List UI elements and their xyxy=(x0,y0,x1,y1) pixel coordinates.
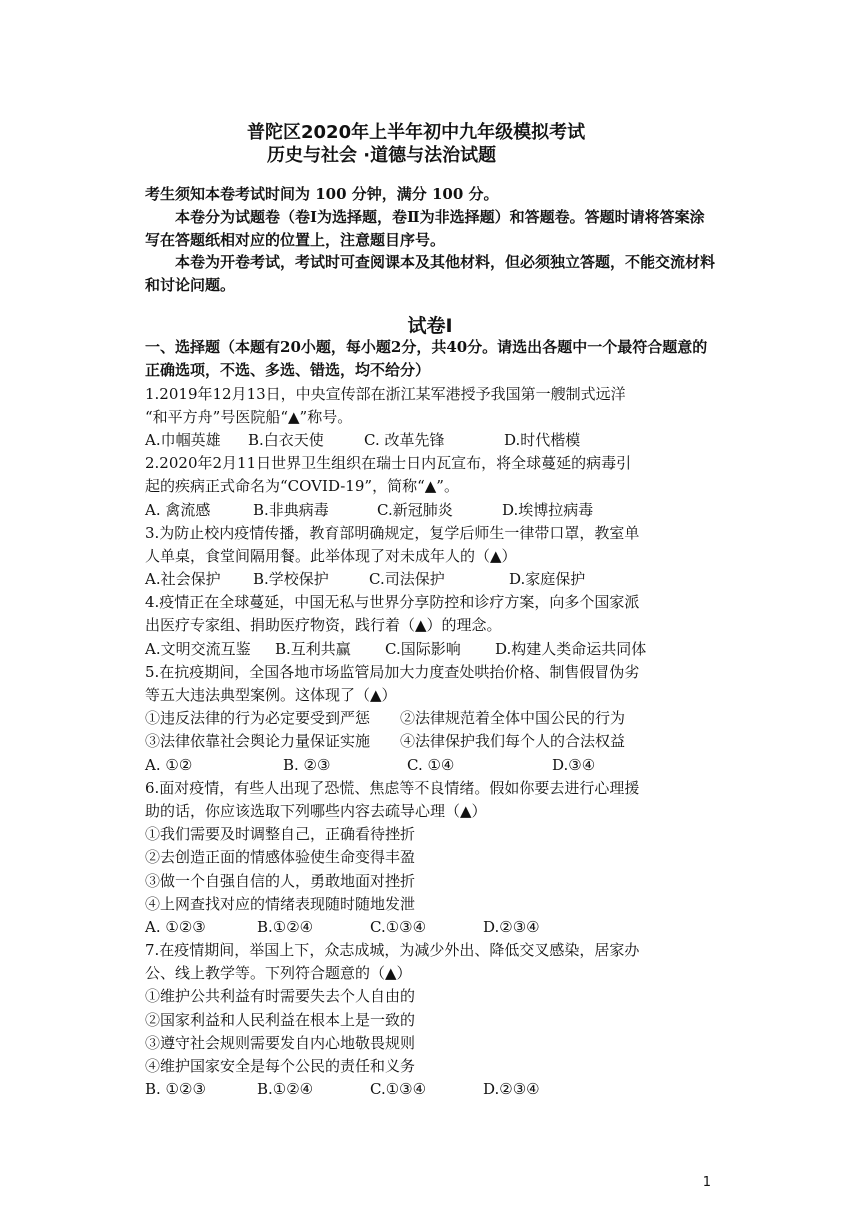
option-c: C. ①④ xyxy=(407,755,455,774)
option-d: D.②③④ xyxy=(483,1080,540,1099)
question-2 xyxy=(145,452,715,522)
option-c: C.司法保护 xyxy=(369,570,445,589)
question-text: 等五大违法典型案例。这体现了（▲） xyxy=(145,686,397,705)
option-c: C.新冠肺炎 xyxy=(377,500,453,519)
exam-title-line2: 历史与社会 ·道德与法治试题 xyxy=(267,145,497,166)
question-list xyxy=(145,313,715,1101)
question-text: 6.面对疫情，有些人出现了恐慌、焦虑等不良情绪。假如你要去进行心理援 xyxy=(145,778,640,797)
option-b: B.白衣天使 xyxy=(248,430,324,449)
option-d: D.②③④ xyxy=(483,917,540,936)
question-text: 7.在疫情期间，举国上下，众志成城，为减少外出、降低交叉感染，居家办 xyxy=(145,941,640,960)
option-a: A.社会保护 xyxy=(145,570,221,589)
option-d: D.构建人类命运共同体 xyxy=(495,639,647,658)
option-a: A.巾帼英雄 xyxy=(145,430,221,449)
section-title: 试卷Ⅰ xyxy=(407,315,453,337)
question-item: ②国家利益和人民利益在根本上是一致的 xyxy=(145,1010,416,1029)
option-b: B.学校保护 xyxy=(253,570,329,589)
question-options xyxy=(145,638,715,661)
question-item: ④上网查找对应的情绪表现随时随地发泄 xyxy=(145,894,416,913)
question-1 xyxy=(145,383,715,453)
option-d: D.埃博拉病毒 xyxy=(502,500,594,519)
exam-notice xyxy=(145,183,715,297)
question-text: 公、线上教学等。下列符合题意的（▲） xyxy=(145,964,412,983)
question-options xyxy=(145,916,715,939)
notice-structure: 本卷分为试题卷（卷Ⅰ为选择题，卷Ⅱ为非选择题）和答题卷。答题时请将答案涂写在答题纸相对应的位置上，注意题目序号。 xyxy=(145,207,705,249)
question-6 xyxy=(145,777,715,939)
question-text: “和平方舟”号医院船“▲”称号。 xyxy=(145,407,353,426)
question-item: ②去创造正面的情感体验使生命变得丰盈 xyxy=(145,848,416,867)
option-c: C.国际影响 xyxy=(385,639,461,658)
question-text: 1.2019年12月13日，中央宣传部在浙江某军港授予我国第一艘制式远洋 xyxy=(145,384,626,403)
option-b: B.①②④ xyxy=(257,917,314,936)
notice-time: 考生须知本卷考试时间为 100 分钟，满分 100 分。 xyxy=(145,185,499,203)
question-item: ①违反法律的行为必定要受到严惩 ②法律规范着全体中国公民的行为 xyxy=(145,709,626,728)
section1-heading: 一、选择题（本题有20小题，每小题2分，共40分。请选出各题中一个最符合题意的正确选项，不选、多选、错选，均不给分） xyxy=(145,338,708,380)
question-text: 助的话，你应该选取下列哪些内容去疏导心理（▲） xyxy=(145,801,487,820)
option-a: A. ①②③ xyxy=(145,917,206,936)
exam-title-line1: 普陀区2020年上半年初中九年级模拟考试 xyxy=(247,122,586,143)
option-b: B.非典病毒 xyxy=(253,500,329,519)
option-b: B.互利共赢 xyxy=(275,639,351,658)
option-a: A.文明交流互鉴 xyxy=(145,639,251,658)
question-3 xyxy=(145,522,715,592)
option-b: B. ②③ xyxy=(283,755,331,774)
question-5 xyxy=(145,661,715,777)
question-text: 4.疫情正在全球蔓延，中国无私与世界分享防控和诊疗方案，向多个国家派 xyxy=(145,593,640,612)
notice-open-book: 本卷为开卷考试，考试时可查阅课本及其他材料，但必须独立答题，不能交流材料和讨论问题。 xyxy=(145,253,716,295)
question-item: ③做一个自强自信的人，勇敢地面对挫折 xyxy=(145,871,416,890)
option-c: C.①③④ xyxy=(370,917,427,936)
question-text: 出医疗专家组、捐助医疗物资，践行着（▲）的理念。 xyxy=(145,616,502,635)
question-7 xyxy=(145,939,715,1101)
question-4 xyxy=(145,591,715,661)
question-text: 5.在抗疫期间，全国各地市场监管局加大力度查处哄抬价格、制售假冒伪劣 xyxy=(145,662,640,681)
question-options xyxy=(145,754,715,777)
page-number: 1 xyxy=(702,1175,711,1190)
option-d: D.时代楷模 xyxy=(504,430,581,449)
question-item: ①维护公共利益有时需要失去个人自由的 xyxy=(145,987,416,1006)
question-text: 起的疾病正式命名为“COVID-19”，简称“▲”。 xyxy=(145,477,459,496)
option-a: A. ①② xyxy=(145,755,193,774)
option-d: D.家庭保护 xyxy=(509,570,586,589)
option-b: B.①②④ xyxy=(257,1080,314,1099)
question-item: ④维护国家安全是每个公民的责任和义务 xyxy=(145,1057,416,1076)
question-item: ③法律依靠社会舆论力量保证实施 ④法律保护我们每个人的合法权益 xyxy=(145,732,626,751)
question-item: ③遵守社会规则需要发自内心地敬畏规则 xyxy=(145,1033,416,1052)
question-item: ①我们需要及时调整自己，正确看待挫折 xyxy=(145,825,416,844)
question-options xyxy=(145,499,715,522)
question-text: 人单桌，食堂间隔用餐。此举体现了对未成年人的（▲） xyxy=(145,546,517,565)
question-options xyxy=(145,568,715,591)
option-c: C.①③④ xyxy=(370,1080,427,1099)
question-text: 2.2020年2月11日世界卫生组织在瑞士日内瓦宣布，将全球蔓延的病毒引 xyxy=(145,454,632,473)
option-c: C. 改革先锋 xyxy=(364,430,445,449)
question-text: 3.为防止校内疫情传播，教育部明确规定，复学后师生一律带口罩，教室单 xyxy=(145,523,640,542)
option-a: B. ①②③ xyxy=(145,1080,206,1099)
question-options xyxy=(145,1078,715,1101)
option-a: A. 禽流感 xyxy=(145,500,211,519)
option-d: D.③④ xyxy=(552,755,596,774)
question-options xyxy=(145,429,715,452)
